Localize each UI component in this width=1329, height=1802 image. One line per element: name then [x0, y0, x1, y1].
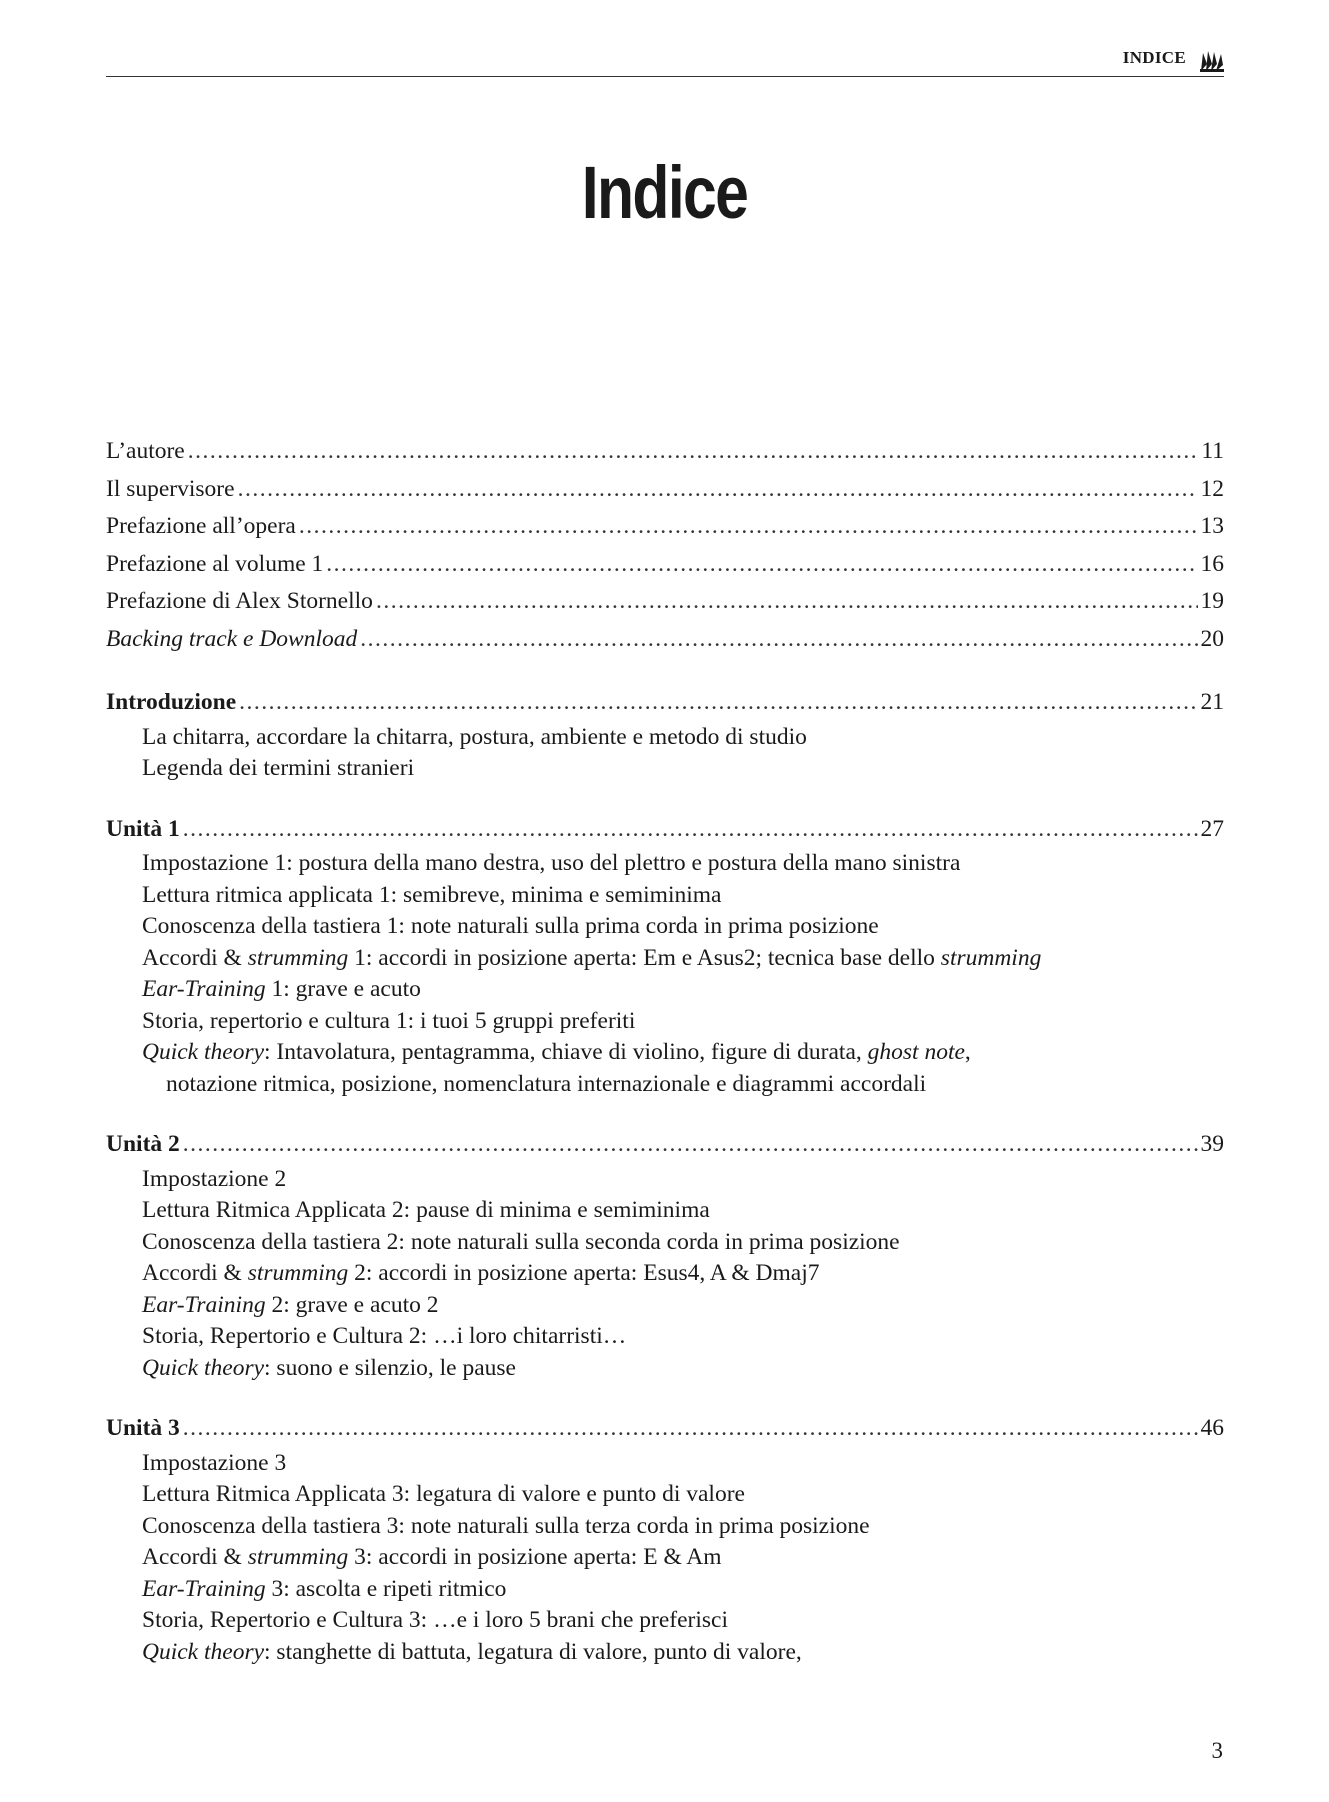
toc-section-unita-3[interactable]: [106, 1410, 1224, 1448]
leader-dots: [183, 1126, 1198, 1164]
toc-section-label: Unità 2: [106, 1131, 180, 1157]
toc-subitem: La chitarra, accordare la chitarra, postura, ambiente e metodo di studio: [142, 723, 807, 750]
toc-section-unita-2[interactable]: [106, 1126, 1224, 1164]
text-run-italic: ghost note: [867, 1039, 965, 1065]
toc-subitem: Conoscenza della tastiera 2: note naturali sulla seconda corda in prima posizione: [142, 1228, 900, 1255]
toc-entry-page: 16: [1200, 550, 1224, 577]
text-run-italic: Ear-Training: [142, 976, 266, 1002]
text-run-italic: Quick theory: [142, 1354, 265, 1381]
text-run-italic: Quick theory: [142, 1039, 265, 1065]
toc-subitem: [106, 1637, 1224, 1669]
running-title: INDICE: [1122, 48, 1186, 67]
text-run: 3: ascolta e ripeti ritmico: [265, 1575, 507, 1602]
toc-entry-page: 20: [1200, 625, 1224, 652]
toc-subitem: [106, 1258, 1224, 1290]
toc-entry[interactable]: [106, 508, 1224, 546]
text-run-italic: Ear-Training: [142, 1291, 266, 1318]
leader-dots: [188, 433, 1199, 471]
text-run-italic: Quick theory: [142, 1638, 265, 1665]
toc-entry-label: Prefazione al volume 1: [106, 550, 324, 577]
toc-section-label: Introduzione: [106, 689, 237, 715]
leader-dots: [239, 684, 1197, 722]
leader-dots: [183, 811, 1198, 849]
text-run: 1: accordi in posizione aperta: Em e Asus2; tecnica base dello: [348, 944, 941, 971]
toc-entry[interactable]: [106, 433, 1224, 471]
toc-section-label: Unità 3: [106, 1415, 180, 1441]
page-title: Indice: [581, 151, 748, 234]
toc-subitem: Impostazione 3: [142, 1449, 287, 1476]
table-of-contents: [106, 433, 1224, 1668]
toc-subitem: [106, 974, 1224, 1006]
leader-dots: [376, 583, 1198, 621]
leader-dots: [360, 621, 1197, 659]
toc-subitem: Impostazione 2: [142, 1165, 287, 1192]
toc-subitem: [106, 1037, 1224, 1069]
toc-entry-page: 13: [1200, 513, 1224, 539]
toc-subitem: [106, 1574, 1224, 1606]
toc-section-page: 39: [1200, 1131, 1224, 1157]
toc-subitem: Lettura Ritmica Applicata 3: legatura di valore e punto di valore: [142, 1481, 745, 1507]
toc-section-unita-1[interactable]: [106, 811, 1224, 849]
toc-entry-label: L’autore: [106, 438, 185, 464]
leader-dots: [299, 508, 1198, 546]
leader-dots: [183, 1410, 1198, 1448]
toc-subitem: Storia, Repertorio e Cultura 2: …i loro chitarristi…: [142, 1323, 627, 1349]
text-run-italic: strumming: [247, 944, 349, 971]
toc-section-page: 46: [1200, 1415, 1224, 1441]
toc-section-page: 27: [1200, 815, 1224, 842]
toc-entry-label: Prefazione all’opera: [106, 513, 296, 539]
book-leaves-icon: [1200, 50, 1224, 72]
text-run: Accordi &: [142, 944, 248, 971]
text-run: : suono e silenzio, le pause: [264, 1354, 516, 1381]
toc-subitem: [106, 1542, 1224, 1574]
text-run: Accordi &: [142, 1260, 248, 1286]
toc-entry-label: Backing track e Download: [106, 625, 358, 652]
header-rule: [106, 76, 1224, 77]
page-number: 3: [1211, 1738, 1223, 1763]
toc-entry-page: 19: [1200, 588, 1224, 614]
toc-entry[interactable]: [106, 621, 1224, 659]
toc-subitem: Conoscenza della tastiera 1: note naturali sulla prima corda in prima posizione: [142, 913, 879, 939]
leader-dots: [238, 471, 1198, 509]
toc-entry-label: Prefazione di Alex Stornello: [106, 588, 373, 614]
text-run: 2: accordi in posizione aperta: Esus4, A & Dmaj7: [348, 1260, 820, 1286]
toc-subitem: Legenda dei termini stranieri: [142, 755, 415, 781]
text-run: 1: grave e acuto: [265, 976, 421, 1002]
text-run: ,: [964, 1039, 971, 1065]
text-run-italic: strumming: [247, 1544, 349, 1570]
text-run-italic: strumming: [247, 1260, 349, 1286]
toc-subitem: Conoscenza della tastiera 3: note naturali sulla terza corda in prima posizione: [142, 1512, 870, 1539]
toc-entry-page: 11: [1201, 438, 1224, 464]
text-run: : stanghette di battuta, legatura di valore, punto di valore,: [264, 1638, 802, 1665]
text-run-italic: strumming: [940, 944, 1042, 971]
toc-entry[interactable]: [106, 546, 1224, 584]
toc-section-label: Unità 1: [106, 815, 180, 842]
text-run: 2: grave e acuto 2: [265, 1291, 439, 1318]
toc-section-page: 21: [1200, 689, 1224, 715]
toc-subitem-continuation: notazione ritmica, posizione, nomenclatura internazionale e diagrammi accordali: [166, 1070, 927, 1097]
text-run: : Intavolatura, pentagramma, chiave di violino, figure di durata,: [264, 1039, 868, 1065]
text-run: Accordi &: [142, 1544, 248, 1570]
text-run: 3: accordi in posizione aperta: E & Am: [348, 1544, 722, 1570]
toc-subitem: Storia, Repertorio e Cultura 3: …e i loro 5 brani che preferisci: [142, 1607, 729, 1633]
toc-subitem: [106, 1290, 1224, 1322]
toc-subitem: Lettura Ritmica Applicata 2: pause di minima e semiminima: [142, 1197, 710, 1223]
toc-subitem: [106, 1353, 1224, 1385]
toc-subitem: Lettura ritmica applicata 1: semibreve, minima e semiminima: [142, 881, 722, 908]
leader-dots: [326, 546, 1197, 584]
toc-entry[interactable]: [106, 471, 1224, 509]
toc-entry-page: 12: [1200, 475, 1224, 502]
toc-subitem: Impostazione 1: postura della mano destra, uso del plettro e postura della mano sinistra: [142, 850, 961, 876]
toc-entry[interactable]: [106, 583, 1224, 621]
toc-entry-label: Il supervisore: [106, 475, 235, 502]
toc-subitem: Storia, repertorio e cultura 1: i tuoi 5 gruppi preferiti: [142, 1007, 636, 1034]
toc-section-introduzione[interactable]: [106, 684, 1224, 722]
text-run-italic: Ear-Training: [142, 1575, 266, 1602]
toc-subitem: [106, 943, 1224, 975]
